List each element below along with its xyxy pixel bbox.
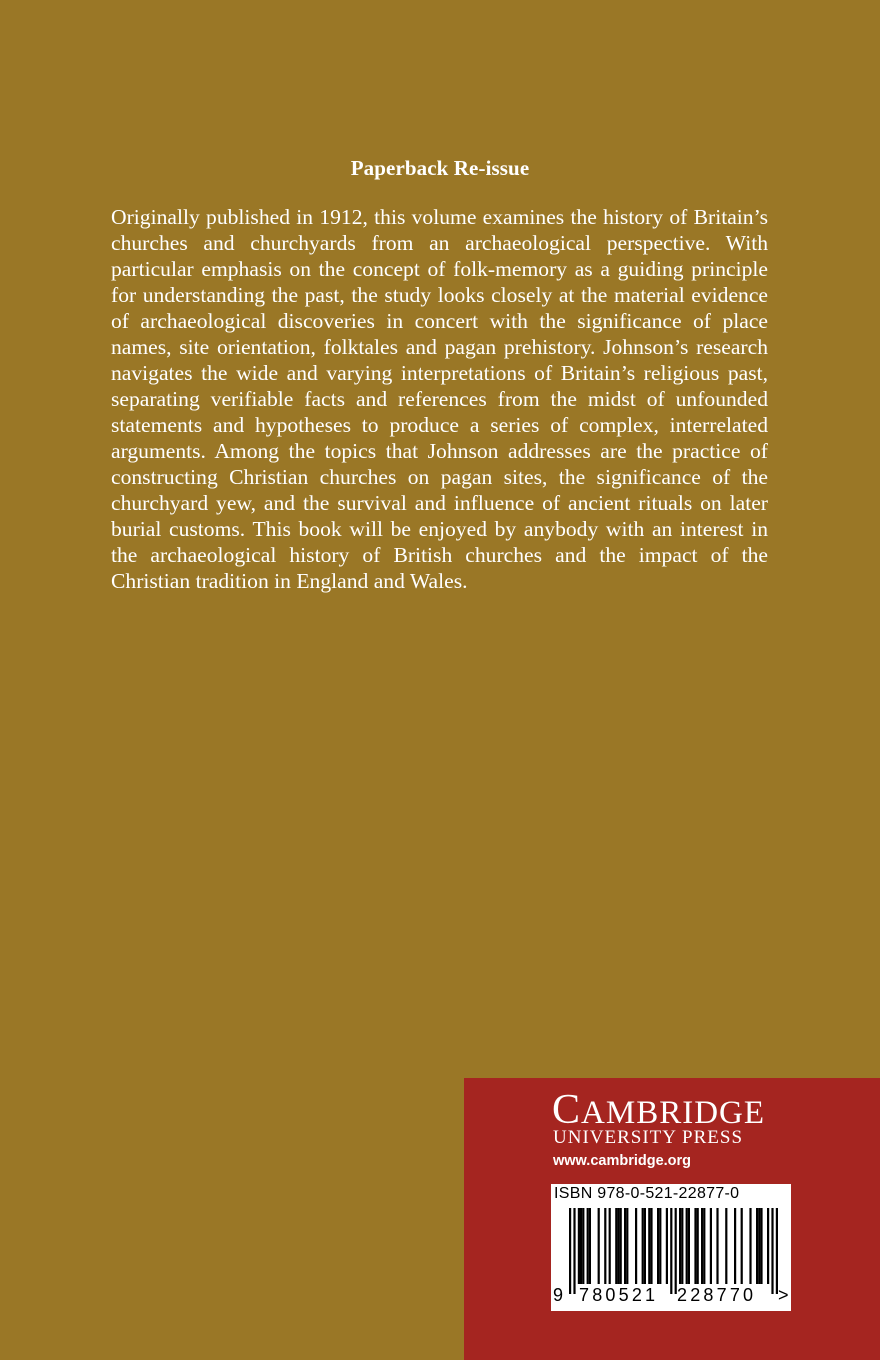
barcode-bar [569, 1208, 571, 1294]
reissue-heading: Paperback Re-issue [350, 156, 530, 180]
barcode-quiet-mark: > [778, 1285, 789, 1305]
barcode-bar [701, 1208, 703, 1284]
isbn-barcode [551, 1184, 791, 1311]
barcode-bar [734, 1208, 736, 1284]
barcode-bar [650, 1208, 652, 1284]
barcode-bar [609, 1208, 611, 1284]
barcode-bar [703, 1208, 705, 1284]
book-description: Originally published in 1912, this volume examines the history of Britain’s churches and churchyards from an archaeological perspective. With particular emphasis on the concept of folk-memory as a guiding principle for understanding the past, the study looks closely at the material evidence of archaeological discoveries in concert with the significance of place names, site orientation, folktales and pagan prehistory. Johnson’s research navigates the wide and varying interpretations of Britain’s religious past, separating verifiable facts and references from the midst of unfounded statements and hypotheses to produce a series of complex, interrelated arguments. Among the topics that Johnson addresses are the practice of constructing Christian churches on pagan sites, the significance of the churchyard yew, and the survival and influence of ancient rituals on later burial customs. This book will be enjoyed by anybody with an interest in the archaeological history of British churches and the impact of the Christian tradition in England and Wales. [111, 205, 768, 593]
barcode-bar [635, 1208, 637, 1284]
barcode-bar [694, 1208, 696, 1284]
publisher-panel [464, 1078, 880, 1360]
barcode-bar [681, 1208, 683, 1284]
barcode-bar [587, 1208, 589, 1284]
barcode-bar [741, 1208, 743, 1284]
barcode-bar [615, 1208, 617, 1284]
barcode-bar [697, 1208, 699, 1284]
barcode-right-digits: 228770 [677, 1285, 757, 1305]
publisher-name-initial: C [552, 1087, 582, 1133]
barcode-bar [771, 1208, 773, 1294]
barcode-bar [679, 1208, 681, 1284]
publisher-subtitle: UNIVERSITY PRESS [553, 1127, 744, 1148]
barcode-bar [767, 1208, 769, 1284]
barcode-bar [620, 1208, 622, 1284]
publisher-url: www.cambridge.org [553, 1153, 692, 1169]
barcode-left-digits: 780521 [579, 1285, 659, 1305]
barcode-bar [756, 1208, 758, 1284]
barcode-bar [686, 1208, 688, 1284]
barcode-bar [760, 1208, 762, 1284]
publisher-name-rest: AMBRIDGE [581, 1095, 766, 1131]
barcode-bar [675, 1208, 677, 1294]
barcode-bar [670, 1208, 672, 1294]
barcode-bar [642, 1208, 644, 1284]
barcode-bar [578, 1208, 580, 1284]
barcode-bar [573, 1208, 575, 1294]
barcode-bar [617, 1208, 619, 1284]
barcode-bar [624, 1208, 626, 1284]
barcode-bar [725, 1208, 727, 1284]
barcode-bar [758, 1208, 760, 1284]
barcode-bar [604, 1208, 606, 1284]
barcode-bar [580, 1208, 582, 1284]
barcode-bar [666, 1208, 668, 1284]
barcode-bar [589, 1208, 591, 1284]
barcode-bar [657, 1208, 659, 1284]
barcode-bar [598, 1208, 600, 1284]
barcode-bar [659, 1208, 661, 1284]
barcode-digits [551, 1285, 791, 1309]
isbn-label: ISBN 978-0-521-22877-0 [554, 1185, 740, 1202]
barcode-bar [749, 1208, 751, 1284]
barcode-bar [648, 1208, 650, 1284]
barcode-bar [582, 1208, 584, 1284]
publisher-logo-name [552, 1087, 766, 1133]
barcode-lead-digit: 9 [553, 1285, 564, 1305]
barcode-bar [688, 1208, 690, 1284]
barcode-bar [776, 1208, 778, 1294]
barcode-bar [716, 1208, 718, 1284]
barcode-bar [710, 1208, 712, 1284]
barcode-bar [644, 1208, 646, 1284]
barcode-bar [626, 1208, 628, 1284]
